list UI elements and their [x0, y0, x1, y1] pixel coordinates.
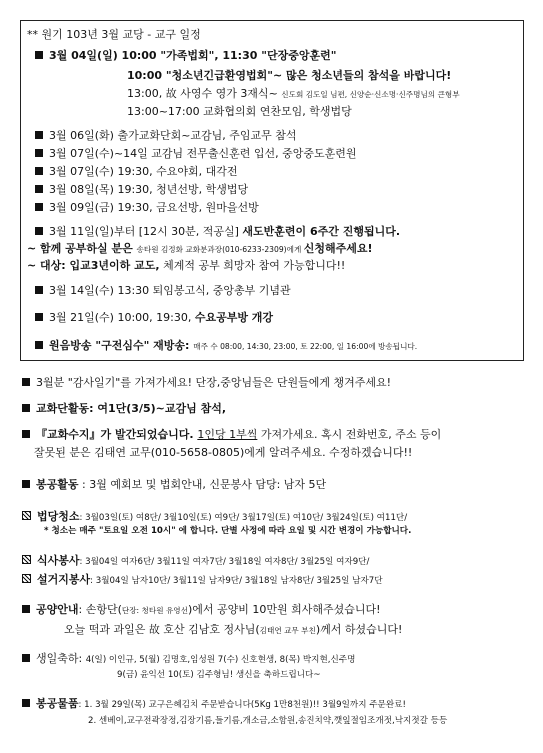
- schedule-line: 3월 06일(화) 출가교화단회~교감님, 주임교무 참석: [35, 129, 297, 143]
- schedule-line: 13:00, 故 사영수 영가 3재식~ 신도회 김도일 님편, 신양순·신소명·신주명님의 큰형부: [127, 87, 460, 100]
- bullet-square-icon: [35, 341, 43, 349]
- schedule-line: 3월 11일(일)부터 [12시 30분, 적공실] 새도반훈련이 6주간 진행됩니다.: [35, 225, 400, 239]
- schedule-line: 원음방송 "구전심수" 재방송: 매주 수 08:00, 14:30, 23:00, 토 22:00, 일 16:00에 방송됩니다.: [35, 339, 417, 353]
- notice-line: 『교화수지』가 발간되었습니다. 1인당 1부씩 가져가세요. 혹시 전화번호, 주소 등이: [22, 428, 441, 442]
- bullet-square-icon: [35, 185, 43, 193]
- schedule-line: 3월 08일(목) 19:30, 청년선방, 학생법당: [35, 183, 248, 197]
- bullet-square-icon: [22, 605, 30, 613]
- notice-line: 식사봉사: 3월04일 여자6단/ 3월11일 여자7단/ 3월18일 여자8단/ 3월25일 여자9단/: [22, 554, 369, 568]
- bullet-square-icon: [22, 430, 30, 438]
- notice-line: 봉공물품: 1. 3월 29일(목) 교구은혜김치 주문받습니다(5Kg 1만8천원)!! 3월9일까지 주문완료!: [22, 697, 406, 711]
- schedule-line: 3월 14일(수) 13:30 퇴임봉고식, 중앙총부 기념관: [35, 284, 291, 298]
- bullet-square-icon: [35, 313, 43, 321]
- notice-line: 2. 센베이,교구전곽장정,김장기름,들기름,개소금,소함원,송진치약,깻잎절임조개젓,낙지젓갈 등등: [88, 716, 448, 726]
- hatched-square-icon: [22, 574, 31, 583]
- schedule-line: 3월 21일(수) 10:00, 19:30, 수요공부방 개강: [35, 311, 273, 325]
- notice-line: 교화단활동: 여1단(3/5)~교감님 참석,: [22, 402, 226, 416]
- bullet-square-icon: [22, 480, 30, 488]
- bullet-square-icon: [35, 286, 43, 294]
- schedule-line: ~ 대상: 입교3년이하 교도, 체계적 공부 희망자 참여 가능합니다!!: [27, 259, 346, 272]
- hatched-square-icon: [22, 511, 31, 520]
- bullet-square-icon: [35, 167, 43, 175]
- bullet-square-icon: [35, 131, 43, 139]
- schedule-line: 10:00 "청소년긴급환영법회"~ 많은 청소년들의 참석을 바랍니다!: [127, 69, 452, 82]
- hatched-square-icon: [22, 555, 31, 564]
- notice-line: * 청소는 매주 "토요일 오전 10시" 에 합니다. 단별 사정에 따라 요일 및 시간 변경이 가능합니다.: [44, 526, 412, 536]
- bullet-square-icon: [22, 654, 30, 662]
- schedule-line: 3월 04일(일) 10:00 "가족법회", 11:30 "단장중앙훈련": [35, 49, 336, 63]
- notice-line: 설거지봉사: 3월04일 남자10단/ 3월11일 남자9단/ 3월18일 남자8단/ 3월25일 남자7단: [22, 573, 383, 587]
- bullet-square-icon: [22, 404, 30, 412]
- bullet-square-icon: [35, 51, 43, 59]
- notice-line: 봉공활동 : 3월 예회보 및 법회안내, 신문봉사 담당: 남자 5단: [22, 478, 326, 492]
- notice-line: 3월분 "감사일기"를 가져가세요! 단장,중앙님들은 단원들에게 챙겨주세요!: [22, 376, 391, 390]
- schedule-line: 3월 07일(수) 19:30, 수요야회, 대각전: [35, 165, 238, 179]
- notice-line: 오늘 떡과 과일은 故 호산 김남호 정사님(김태연 교무 부친)께서 하셨습니다!: [64, 623, 403, 636]
- bullet-square-icon: [22, 378, 30, 386]
- schedule-line: 13:00~17:00 교화협의회 연찬모임, 학생법당: [127, 105, 352, 118]
- bullet-square-icon: [35, 149, 43, 157]
- notice-line: 생일축하: 4(일) 이인규, 5(월) 김명호,임성원 7(수) 신호현생, 8(목) 박지현,신주명: [22, 652, 355, 666]
- bullet-square-icon: [35, 203, 43, 211]
- schedule-line: ~ 함께 공부하실 분은 송타원 김정화 교화분과장(010-6233-2309)에게 신청해주세요!: [27, 242, 373, 255]
- notice-line: 공양안내: 손항단(단장: 청타원 유영선)에서 공양비 10만원 희사해주셨습니다!: [22, 603, 381, 617]
- schedule-line: 3월 07일(수)~14일 교감님 전무출신훈련 입선, 중앙중도훈련원: [35, 147, 357, 161]
- bullet-square-icon: [35, 227, 43, 235]
- schedule-line: 3월 09일(금) 19:30, 금요선방, 원마을선방: [35, 201, 259, 215]
- notice-line: 법당청소: 3월03일(토) 여8단/ 3월10일(토) 여9단/ 3월17일(토) 여10단/ 3월24일(토) 여11단/: [22, 510, 407, 524]
- bullet-square-icon: [22, 699, 30, 707]
- schedule-title: ** 원기 103년 3월 교당 - 교구 일정: [27, 28, 201, 41]
- schedule-box: [20, 20, 524, 361]
- notice-line: 잘못된 분은 김태연 교무(010-5658-0805)에게 알려주세요. 수정하겠습니다!!: [34, 446, 413, 459]
- notice-line: 9(금) 윤익선 10(토) 김주형님! 생신을 축하드립니다~: [117, 670, 321, 680]
